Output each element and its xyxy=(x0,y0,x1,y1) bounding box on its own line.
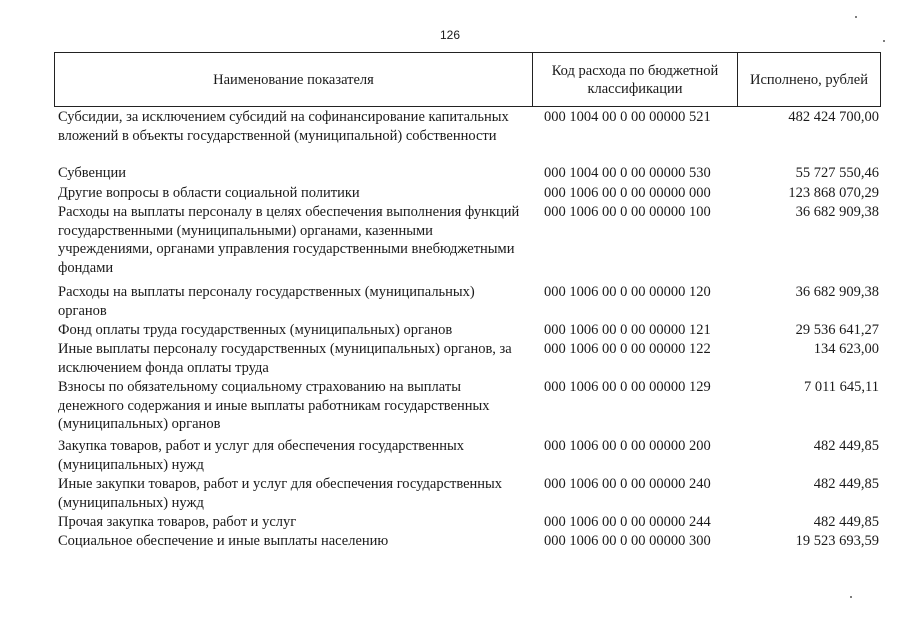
header-amount: Исполнено, рублей xyxy=(750,71,868,88)
table-row xyxy=(54,340,881,378)
row-code: 000 1006 00 0 00 00000 244 xyxy=(544,514,711,530)
row-amount: 36 682 909,38 xyxy=(795,284,879,300)
row-amount: 36 682 909,38 xyxy=(795,204,879,220)
scan-speck xyxy=(850,596,852,598)
table-row xyxy=(54,184,881,203)
row-name: Субвенции xyxy=(58,165,126,181)
row-amount: 7 011 645,11 xyxy=(803,379,879,395)
table-row xyxy=(54,532,881,551)
row-code: 000 1004 00 0 00 00000 521 xyxy=(544,109,711,125)
row-name: Фонд оплаты труда государственных (муниципальных) органов xyxy=(58,322,453,338)
row-name: Закупка товаров, работ и услуг для обеспечения государственных (муниципальных) нужд xyxy=(58,438,465,473)
row-code: 000 1006 00 0 00 00000 129 xyxy=(544,379,711,395)
row-amount: 123 868 070,29 xyxy=(788,185,879,201)
row-amount: 482 449,85 xyxy=(813,438,879,454)
header-name: Наименование показателя xyxy=(55,53,533,106)
row-name: Социальное обеспечение и иные выплаты населению xyxy=(58,533,389,549)
row-name: Иные закупки товаров, работ и услуг для обеспечения государственных (муниципальных) нужд xyxy=(58,476,503,511)
header-code: Код расхода по бюджетной классификации xyxy=(533,53,738,106)
row-code: 000 1006 00 0 00 00000 000 xyxy=(544,185,711,201)
row-code: 000 1006 00 0 00 00000 100 xyxy=(544,204,711,220)
table-header xyxy=(54,52,881,107)
row-amount: 482 424 700,00 xyxy=(788,109,879,125)
table-row xyxy=(54,475,881,513)
row-amount: 55 727 550,46 xyxy=(795,165,879,181)
row-code: 000 1006 00 0 00 00000 300 xyxy=(544,533,711,549)
table-row xyxy=(54,203,881,283)
row-code: 000 1004 00 0 00 00000 530 xyxy=(544,165,711,181)
scan-speck xyxy=(883,40,885,42)
row-code: 000 1006 00 0 00 00000 200 xyxy=(544,438,711,454)
row-amount: 29 536 641,27 xyxy=(795,322,879,338)
row-amount: 19 523 693,59 xyxy=(795,533,879,549)
table-row xyxy=(54,108,881,164)
table-row xyxy=(54,513,881,532)
table-row xyxy=(54,321,881,340)
row-code: 000 1006 00 0 00 00000 120 xyxy=(544,284,711,300)
row-amount: 482 449,85 xyxy=(813,514,879,530)
row-name: Прочая закупка товаров, работ и услуг xyxy=(58,514,297,530)
scan-speck xyxy=(855,16,857,18)
row-name: Взносы по обязательному социальному страхованию на выплаты денежного содержания и иные выплаты работникам государственных (муниципальных) органов xyxy=(58,379,490,432)
table-row xyxy=(54,164,881,184)
row-code: 000 1006 00 0 00 00000 122 xyxy=(544,341,711,357)
table-body xyxy=(54,108,881,551)
table-row xyxy=(54,437,881,475)
row-name: Расходы на выплаты персоналу в целях обеспечения выполнения функций государственными (муниципальными) органами, казенными учреждениями, органами управления государственными внебюджетными фондами xyxy=(58,204,520,276)
row-name: Расходы на выплаты персоналу государственных (муниципальных) органов xyxy=(58,284,475,319)
row-amount: 134 623,00 xyxy=(813,341,879,357)
row-code: 000 1006 00 0 00 00000 121 xyxy=(544,322,711,338)
table-row xyxy=(54,283,881,321)
row-amount: 482 449,85 xyxy=(813,476,879,492)
row-name: Другие вопросы в области социальной политики xyxy=(58,185,360,201)
table-row xyxy=(54,378,881,437)
row-name: Субсидии, за исключением субсидий на софинансирование капитальных вложений в объекты государственной (муниципальной) собственности xyxy=(58,109,509,144)
page-number: 126 xyxy=(439,28,461,42)
row-name: Иные выплаты персоналу государственных (муниципальных) органов, за исключением фонда оплаты труда xyxy=(58,341,512,376)
row-code: 000 1006 00 0 00 00000 240 xyxy=(544,476,711,492)
